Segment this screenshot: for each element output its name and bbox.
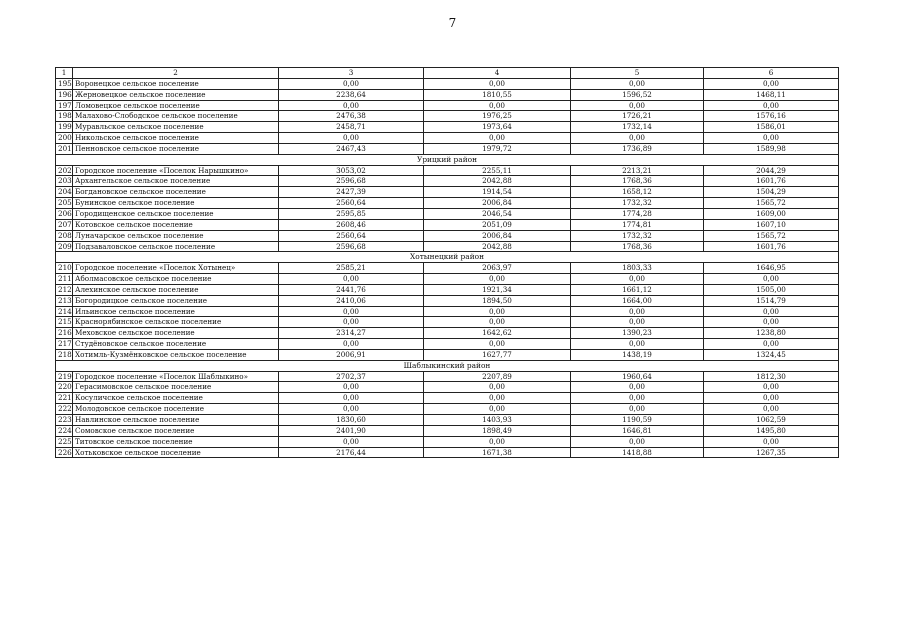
settlement-name: Воронецкое сельское поселение (73, 78, 279, 89)
table-row (56, 447, 839, 458)
table-row (56, 382, 839, 393)
table-header-row (56, 68, 839, 79)
value-col-6: 0,00 (704, 393, 839, 404)
value-col-5: 2213,21 (571, 165, 704, 176)
row-number: 200 (56, 133, 73, 144)
table-row (56, 187, 839, 198)
row-number: 204 (56, 187, 73, 198)
value-col-6: 0,00 (704, 133, 839, 144)
value-col-3: 2176,44 (279, 447, 424, 458)
settlement-name: Алехинское сельское поселение (73, 284, 279, 295)
row-number: 222 (56, 404, 73, 415)
value-col-6: 1565,72 (704, 198, 839, 209)
value-col-6: 0,00 (704, 382, 839, 393)
table-row (56, 425, 839, 436)
value-col-4: 0,00 (424, 78, 571, 89)
value-col-3: 0,00 (279, 317, 424, 328)
settlement-name: Богдановское сельское поселение (73, 187, 279, 198)
table-body (56, 68, 839, 458)
value-col-4: 1894,50 (424, 295, 571, 306)
value-col-5: 0,00 (571, 100, 704, 111)
table-row (56, 339, 839, 350)
value-col-3: 3053,02 (279, 165, 424, 176)
value-col-5: 0,00 (571, 382, 704, 393)
table-row (56, 263, 839, 274)
value-col-6: 1514,79 (704, 295, 839, 306)
row-number: 207 (56, 219, 73, 230)
settlement-name: Косуличское сельское поселение (73, 393, 279, 404)
table-row (56, 295, 839, 306)
row-number: 197 (56, 100, 73, 111)
value-col-3: 2596,68 (279, 241, 424, 252)
table-row (56, 284, 839, 295)
value-col-4: 1898,49 (424, 425, 571, 436)
row-number: 220 (56, 382, 73, 393)
value-col-4: 1976,25 (424, 111, 571, 122)
value-col-5: 0,00 (571, 306, 704, 317)
value-col-5: 0,00 (571, 393, 704, 404)
value-col-4: 1973,64 (424, 122, 571, 133)
value-col-5: 1726,21 (571, 111, 704, 122)
row-number: 196 (56, 89, 73, 100)
value-col-5: 1646,81 (571, 425, 704, 436)
value-col-4: 1403,93 (424, 415, 571, 426)
value-col-3: 2560,64 (279, 198, 424, 209)
value-col-3: 2476,38 (279, 111, 424, 122)
column-header-2: 2 (73, 68, 279, 79)
row-number: 225 (56, 436, 73, 447)
value-col-4: 0,00 (424, 274, 571, 285)
settlement-name: Котовское сельское поселение (73, 219, 279, 230)
row-number: 213 (56, 295, 73, 306)
table-row (56, 165, 839, 176)
value-col-5: 1803,33 (571, 263, 704, 274)
settlement-name: Ильинское сельское поселение (73, 306, 279, 317)
value-col-4: 0,00 (424, 339, 571, 350)
table-row (56, 306, 839, 317)
table-row (56, 415, 839, 426)
value-col-3: 2595,85 (279, 208, 424, 219)
value-col-3: 2401,90 (279, 425, 424, 436)
value-col-5: 1390,23 (571, 328, 704, 339)
value-col-3: 0,00 (279, 274, 424, 285)
value-col-4: 0,00 (424, 306, 571, 317)
settlement-name: Пенновское сельское поселение (73, 143, 279, 154)
settlement-name: Архангельское сельское поселение (73, 176, 279, 187)
settlement-name: Студёновское сельское поселение (73, 339, 279, 350)
table-row (56, 317, 839, 328)
settlement-name: Муравльское сельское поселение (73, 122, 279, 133)
value-col-5: 1661,12 (571, 284, 704, 295)
value-col-3: 2560,64 (279, 230, 424, 241)
table-row (56, 143, 839, 154)
value-col-6: 1238,80 (704, 328, 839, 339)
value-col-6: 1589,98 (704, 143, 839, 154)
row-number: 226 (56, 447, 73, 458)
value-col-3: 2702,37 (279, 371, 424, 382)
settlement-name: Меховское сельское поселение (73, 328, 279, 339)
value-col-3: 1830,60 (279, 415, 424, 426)
value-col-5: 1732,32 (571, 198, 704, 209)
value-col-6: 1576,16 (704, 111, 839, 122)
district-name: Шаблыкинский район (56, 360, 839, 371)
row-number: 199 (56, 122, 73, 133)
value-col-3: 0,00 (279, 306, 424, 317)
value-col-4: 2046,54 (424, 208, 571, 219)
table-row (56, 111, 839, 122)
value-col-4: 0,00 (424, 317, 571, 328)
value-col-4: 0,00 (424, 100, 571, 111)
table-row (56, 133, 839, 144)
settlement-name: Бунинское сельское поселение (73, 198, 279, 209)
value-col-3: 2238,64 (279, 89, 424, 100)
value-col-6: 0,00 (704, 317, 839, 328)
value-col-4: 1979,72 (424, 143, 571, 154)
value-col-6: 0,00 (704, 274, 839, 285)
value-col-6: 0,00 (704, 339, 839, 350)
value-col-3: 2467,43 (279, 143, 424, 154)
value-col-6: 1468,11 (704, 89, 839, 100)
settlement-name: Малахово-Слободское сельское поселение (73, 111, 279, 122)
settlement-name: Краснорябинское сельское поселение (73, 317, 279, 328)
row-number: 209 (56, 241, 73, 252)
value-col-5: 1774,81 (571, 219, 704, 230)
row-number: 210 (56, 263, 73, 274)
value-col-4: 2006,84 (424, 198, 571, 209)
value-col-6: 0,00 (704, 306, 839, 317)
row-number: 206 (56, 208, 73, 219)
settlement-name: Городское поселение «Поселок Хотынец» (73, 263, 279, 274)
value-col-5: 0,00 (571, 404, 704, 415)
value-col-6: 1609,00 (704, 208, 839, 219)
value-col-5: 0,00 (571, 339, 704, 350)
table-row (56, 208, 839, 219)
value-col-5: 0,00 (571, 317, 704, 328)
value-col-3: 2596,68 (279, 176, 424, 187)
table-row (56, 122, 839, 133)
table-row (56, 219, 839, 230)
value-col-5: 1190,59 (571, 415, 704, 426)
value-col-4: 1921,34 (424, 284, 571, 295)
value-col-6: 1267,35 (704, 447, 839, 458)
settlement-name: Городское поселение «Поселок Шаблыкино» (73, 371, 279, 382)
settlement-name: Луначарское сельское поселение (73, 230, 279, 241)
value-col-6: 1324,45 (704, 349, 839, 360)
data-table (55, 67, 839, 458)
value-col-3: 2314,27 (279, 328, 424, 339)
row-number: 218 (56, 349, 73, 360)
district-header-row (56, 360, 839, 371)
settlement-name: Подзаваловское сельское поселение (73, 241, 279, 252)
column-header-5: 5 (571, 68, 704, 79)
page-number: 7 (448, 16, 457, 30)
value-col-5: 0,00 (571, 133, 704, 144)
value-col-5: 0,00 (571, 436, 704, 447)
value-col-5: 1768,36 (571, 241, 704, 252)
value-col-6: 1495,80 (704, 425, 839, 436)
value-col-3: 2608,46 (279, 219, 424, 230)
row-number: 221 (56, 393, 73, 404)
value-col-4: 0,00 (424, 436, 571, 447)
value-col-6: 0,00 (704, 78, 839, 89)
value-col-4: 2207,89 (424, 371, 571, 382)
row-number: 212 (56, 284, 73, 295)
value-col-5: 0,00 (571, 274, 704, 285)
settlement-name: Богородицкое сельское поселение (73, 295, 279, 306)
value-col-6: 1601,76 (704, 241, 839, 252)
value-col-6: 1607,10 (704, 219, 839, 230)
settlement-name: Аболмасовское сельское поселение (73, 274, 279, 285)
settlement-name: Городское поселение «Поселок Нарышкино» (73, 165, 279, 176)
value-col-3: 0,00 (279, 404, 424, 415)
value-col-3: 2410,06 (279, 295, 424, 306)
value-col-5: 1732,32 (571, 230, 704, 241)
value-col-4: 0,00 (424, 404, 571, 415)
table-row (56, 89, 839, 100)
value-col-6: 1062,59 (704, 415, 839, 426)
value-col-5: 1768,36 (571, 176, 704, 187)
value-col-6: 0,00 (704, 404, 839, 415)
value-col-4: 2051,09 (424, 219, 571, 230)
value-col-4: 2006,84 (424, 230, 571, 241)
value-col-4: 0,00 (424, 382, 571, 393)
settlement-name: Ломовецкое сельское поселение (73, 100, 279, 111)
settlement-name: Герасимовское сельское поселение (73, 382, 279, 393)
value-col-4: 2255,11 (424, 165, 571, 176)
row-number: 205 (56, 198, 73, 209)
value-col-5: 1438,19 (571, 349, 704, 360)
table-row (56, 78, 839, 89)
row-number: 203 (56, 176, 73, 187)
table-row (56, 176, 839, 187)
table-row (56, 404, 839, 415)
settlement-name: Навлинское сельское поселение (73, 415, 279, 426)
value-col-5: 1960,64 (571, 371, 704, 382)
table-row (56, 436, 839, 447)
value-col-6: 1504,29 (704, 187, 839, 198)
row-number: 211 (56, 274, 73, 285)
row-number: 201 (56, 143, 73, 154)
row-number: 208 (56, 230, 73, 241)
district-header-row (56, 252, 839, 263)
value-col-3: 0,00 (279, 393, 424, 404)
column-header-6: 6 (704, 68, 839, 79)
column-header-1: 1 (56, 68, 73, 79)
value-col-3: 0,00 (279, 78, 424, 89)
value-col-5: 1664,00 (571, 295, 704, 306)
table-row (56, 230, 839, 241)
table-row (56, 241, 839, 252)
table-row (56, 349, 839, 360)
row-number: 202 (56, 165, 73, 176)
district-name: Хотынецкий район (56, 252, 839, 263)
column-header-4: 4 (424, 68, 571, 79)
value-col-6: 1505,00 (704, 284, 839, 295)
table-row (56, 393, 839, 404)
value-col-4: 1642,62 (424, 328, 571, 339)
settlement-name: Хотимль-Кузмёнковское сельское поселение (73, 349, 279, 360)
value-col-3: 2006,91 (279, 349, 424, 360)
value-col-3: 0,00 (279, 100, 424, 111)
value-col-5: 1418,88 (571, 447, 704, 458)
row-number: 223 (56, 415, 73, 426)
value-col-4: 1627,77 (424, 349, 571, 360)
column-header-3: 3 (279, 68, 424, 79)
table-row (56, 328, 839, 339)
value-col-6: 0,00 (704, 436, 839, 447)
row-number: 214 (56, 306, 73, 317)
row-number: 215 (56, 317, 73, 328)
value-col-5: 0,00 (571, 78, 704, 89)
row-number: 216 (56, 328, 73, 339)
value-col-6: 1601,76 (704, 176, 839, 187)
value-col-6: 1586,01 (704, 122, 839, 133)
value-col-4: 2063,97 (424, 263, 571, 274)
value-col-5: 1658,12 (571, 187, 704, 198)
value-col-4: 0,00 (424, 393, 571, 404)
table-row (56, 274, 839, 285)
value-col-3: 2585,21 (279, 263, 424, 274)
settlement-name: Молодовское сельское поселение (73, 404, 279, 415)
value-col-5: 1774,28 (571, 208, 704, 219)
table-row (56, 100, 839, 111)
settlement-name: Жерновецкое сельское поселение (73, 89, 279, 100)
value-col-6: 0,00 (704, 100, 839, 111)
value-col-3: 0,00 (279, 436, 424, 447)
row-number: 217 (56, 339, 73, 350)
value-col-3: 0,00 (279, 382, 424, 393)
row-number: 198 (56, 111, 73, 122)
row-number: 219 (56, 371, 73, 382)
settlement-name: Никольское сельское поселение (73, 133, 279, 144)
value-col-4: 1810,55 (424, 89, 571, 100)
district-name: Урицкий район (56, 154, 839, 165)
settlement-name: Сомовское сельское поселение (73, 425, 279, 436)
value-col-4: 0,00 (424, 133, 571, 144)
value-col-4: 2042,88 (424, 241, 571, 252)
value-col-4: 2042,88 (424, 176, 571, 187)
table-row (56, 198, 839, 209)
value-col-3: 2458,71 (279, 122, 424, 133)
value-col-5: 1732,14 (571, 122, 704, 133)
table-row (56, 371, 839, 382)
value-col-6: 1646,95 (704, 263, 839, 274)
row-number: 195 (56, 78, 73, 89)
value-col-3: 2441,76 (279, 284, 424, 295)
value-col-4: 1671,38 (424, 447, 571, 458)
settlement-name: Хотьковское сельское поселение (73, 447, 279, 458)
settlement-name: Городищенское сельское поселение (73, 208, 279, 219)
row-number: 224 (56, 425, 73, 436)
value-col-3: 0,00 (279, 339, 424, 350)
value-col-6: 1565,72 (704, 230, 839, 241)
value-col-5: 1596,52 (571, 89, 704, 100)
value-col-6: 1812,30 (704, 371, 839, 382)
settlement-name: Титовское сельское поселение (73, 436, 279, 447)
value-col-3: 2427,39 (279, 187, 424, 198)
value-col-4: 1914,54 (424, 187, 571, 198)
value-col-5: 1736,89 (571, 143, 704, 154)
district-header-row (56, 154, 839, 165)
value-col-6: 2044,29 (704, 165, 839, 176)
value-col-3: 0,00 (279, 133, 424, 144)
